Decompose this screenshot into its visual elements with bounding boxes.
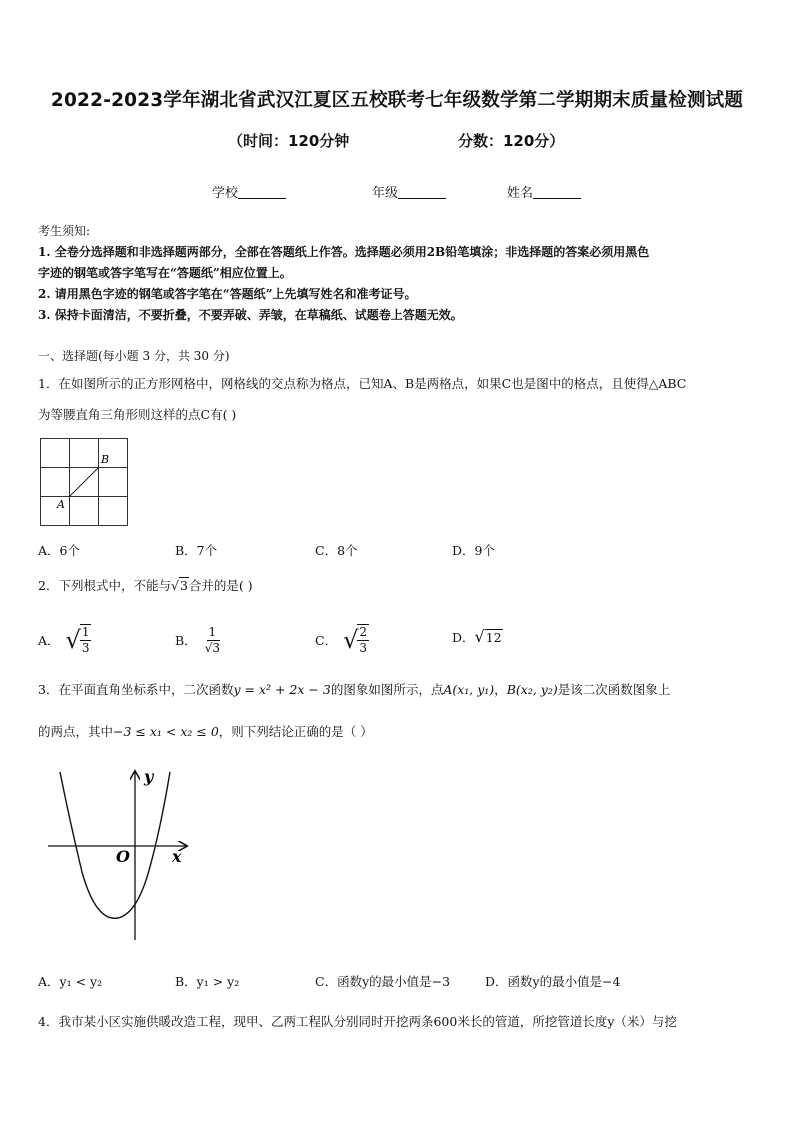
q2-option-c-den: 3 [359, 641, 368, 655]
q2-option-a-fraction [80, 624, 92, 656]
q3-line2-b: ，则下列结论正确的是（ ） [218, 724, 373, 739]
q3-line2-a: 的两点，其中 [38, 724, 114, 739]
q3-line1-a: 3．在平面直角坐标系中，二次函数 [38, 682, 234, 697]
q3-option-a[interactable]: A．y₁ < y₂ [38, 974, 103, 989]
q4-line1: 4．我市某小区实施供暖改造工程，现甲、乙两工程队分别同时开挖两条600米长的管道，所挖管道长度y（米）与挖 [38, 1014, 677, 1029]
q1-option-d[interactable]: D．9个 [452, 543, 495, 558]
q2-option-b-fraction [203, 625, 222, 656]
q2-option-d-label: D． [452, 630, 475, 645]
q2-stem [38, 576, 253, 594]
q2-suffix: 合并的是( ) [188, 578, 253, 593]
school-field [212, 182, 286, 201]
q2-option-b-den-radicand: 3 [212, 640, 220, 655]
q2-option-d-sqrt-sign: √ [474, 627, 485, 646]
q2-option-a[interactable] [38, 620, 91, 660]
q2-option-a-num: 1 [81, 625, 90, 639]
grade-label: 年级 [372, 186, 399, 201]
q3-option-b[interactable]: B．y₁ > y₂ [175, 974, 240, 989]
notice-item-3: 3. 保持卡面清洁，不要折叠，不要弄破、弄皱，在草稿纸、试题卷上答题无效。 [38, 308, 463, 322]
parabola-curve [60, 772, 170, 918]
q3-parabola-figure [40, 762, 200, 944]
school-blank[interactable] [238, 186, 286, 199]
school-label: 学校 [212, 186, 239, 201]
q2-option-c-sqrt-sign: √ [343, 626, 359, 654]
section-heading: 一、选择题(每小题 3 分，共 30 分) [38, 349, 230, 363]
q1-grid-figure [38, 436, 130, 528]
notice-item-1-cont: 字迹的钢笔或答字笔写在“答题纸”相应位置上。 [38, 266, 292, 280]
q2-option-c-label: C． [315, 633, 338, 648]
q3-line1-b: 的图象如图所示，点 [330, 682, 444, 697]
q3-point-a: A(x₁, y₁) [443, 682, 495, 697]
name-blank[interactable] [533, 186, 581, 199]
q1-line2: 为等腰直角三角形则这样的点C有( ) [38, 407, 237, 422]
q2-option-b-den: √3 [204, 640, 220, 655]
q2-option-b-num: 1 [208, 624, 217, 639]
q3-sep: ， [494, 682, 507, 697]
q3-line1-c: 是该二次函数图象上 [557, 682, 671, 697]
q1-option-c[interactable]: C．8个 [315, 543, 358, 558]
q2-option-c-num: 2 [359, 625, 368, 639]
q1-option-a[interactable]: A．6个 [38, 543, 80, 558]
q2-option-a-sqrt-sign: √ [65, 626, 81, 654]
name-field [507, 182, 581, 201]
exam-title: 2022-2023学年湖北省武汉江夏区五校联考七年级数学第二学期期末质量检测试题 [50, 90, 744, 111]
notice-item-2: 2. 请用黑色字迹的钢笔或答字笔在“答题纸”上先填写姓名和准考证号。 [38, 287, 417, 301]
name-label: 姓名 [507, 186, 534, 201]
q3-condition: −3 ≤ x₁ < x₂ ≤ 0 [113, 724, 219, 739]
q3-point-b: B(x₂, y₂) [506, 682, 558, 697]
point-b-label: B [101, 453, 110, 466]
q3-line2 [38, 722, 373, 740]
y-axis-label: y [144, 767, 154, 786]
time-label: （时间：120分钟 [228, 132, 350, 150]
q2-option-a-den: 3 [81, 641, 90, 655]
q2-option-c-fraction [357, 624, 369, 656]
q3-option-c[interactable]: C．函数y的最小值是−3 [315, 974, 451, 989]
grade-blank[interactable] [398, 186, 446, 199]
origin-label: O [116, 847, 130, 866]
q2-sqrt: √3 [170, 578, 188, 593]
q2-option-b[interactable] [175, 620, 222, 660]
q3-function: y = x² + 2x − 3 [233, 682, 331, 697]
notice-heading: 考生须知: [38, 224, 91, 238]
q2-option-a-label: A． [38, 633, 60, 648]
x-axis-label: x [172, 847, 182, 866]
notice-item-1: 1. 全卷分选择题和非选择题两部分，全部在答题纸上作答。选择题必须用2B铅笔填涂；非选择题的答案必须用黑色 [38, 245, 650, 259]
q2-option-d[interactable] [452, 627, 503, 646]
grade-field [372, 182, 446, 201]
q2-option-d-radicand: 12 [485, 630, 502, 645]
q3-option-d[interactable]: D．函数y的最小值是−4 [485, 974, 621, 989]
point-a-label: A [57, 498, 65, 511]
q1-option-b[interactable]: B．7个 [175, 543, 218, 558]
q2-prefix: 2．下列根式中，不能与 [38, 578, 171, 593]
q2-option-b-label: B． [175, 633, 197, 648]
q2-radicand: 3 [179, 578, 188, 593]
q3-line1 [38, 680, 670, 698]
score-label: 分数：120分） [458, 132, 565, 150]
q1-line1: 1．在如图所示的正方形网格中，网格线的交点称为格点，已知A、B是两格点，如果C也是图中的格点，且使得△ABC [38, 376, 687, 391]
segment-ab [70, 468, 99, 497]
q2-option-c[interactable] [315, 620, 369, 660]
